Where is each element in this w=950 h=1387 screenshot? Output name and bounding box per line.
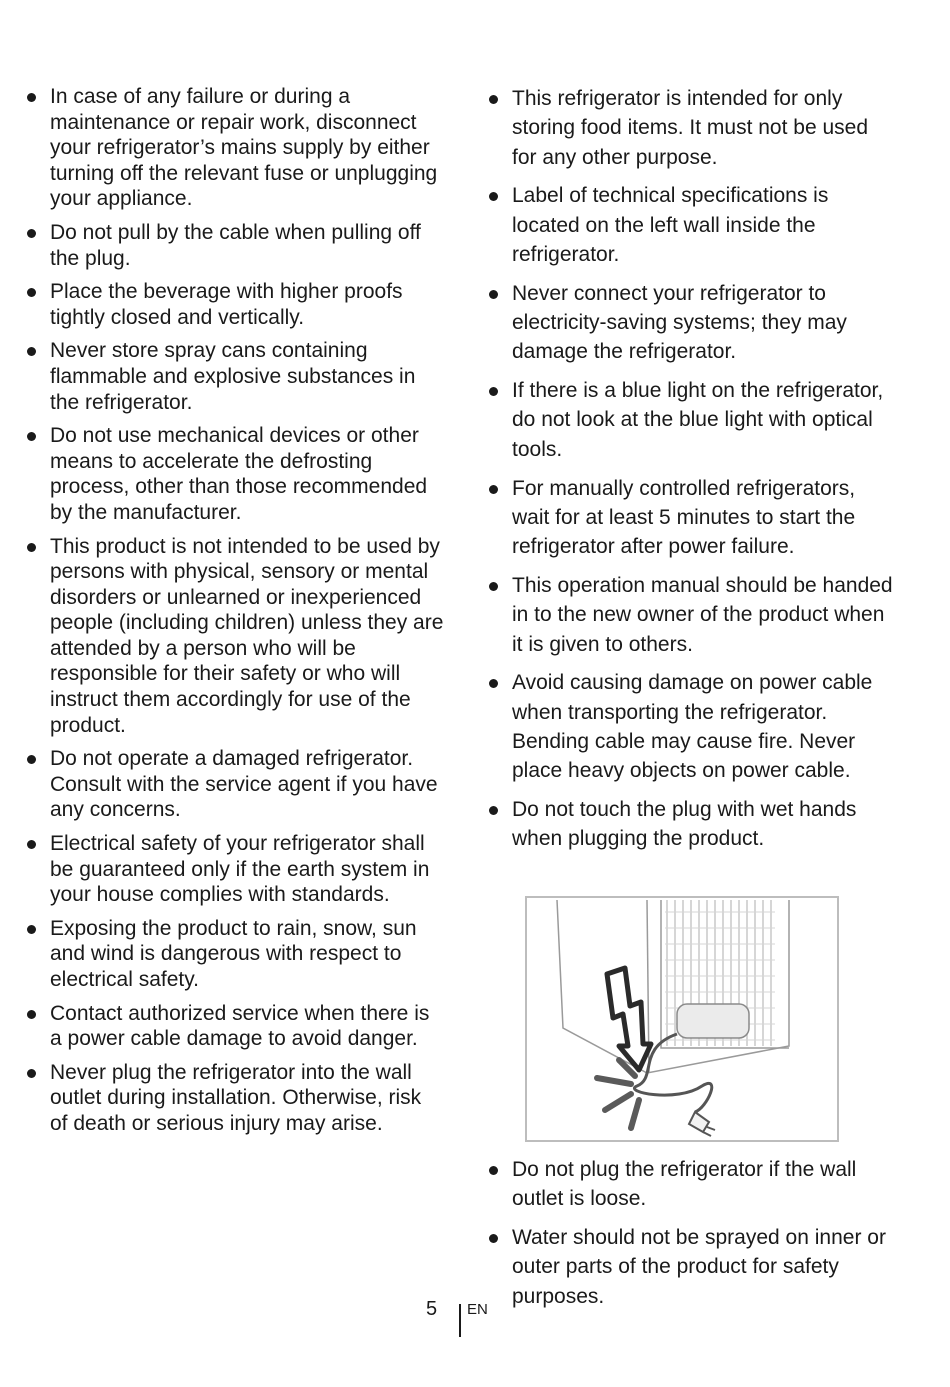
list-item (24, 1001, 444, 1052)
lightning-hazard-illustration (525, 896, 839, 1142)
list-item (24, 279, 444, 330)
list-item-text: Do not operate a damaged refrigerator. Consult with the service agent if you have any concerns. (50, 747, 438, 822)
bullet-icon (27, 840, 36, 849)
right-column (486, 84, 896, 863)
list-item (24, 534, 444, 739)
list-item (486, 1223, 896, 1311)
list-item (24, 831, 444, 908)
list-item (24, 1060, 444, 1137)
list-item (24, 916, 444, 993)
list-item (486, 795, 896, 854)
bullet-icon (489, 1166, 498, 1175)
list-item-text: In case of any failure or during a maintenance or repair work, disconnect your refrigerator’s mains supply by either turning off the relevant fuse or unplugging your appliance. (50, 85, 438, 211)
bullet-icon (27, 229, 36, 238)
list-item-text: This product is not intended to be used by persons with physical, sensory or mental disorders or unlearned or inexperienced people (including children) unless they are attended by a person who will be responsible for their safety or who will instruct them accordingly for use of the product. (50, 534, 444, 737)
list-item-text: Avoid causing damage on power cable when transporting the refrigerator. Bending cable may cause fire. Never place heavy objects on power cable. (512, 671, 873, 783)
list-item (486, 84, 896, 172)
right-lower-list-container (486, 1155, 896, 1320)
footer-divider (459, 1304, 461, 1337)
list-item-text: Never plug the refrigerator into the wall outlet during installation. Otherwise, risk of death or serious injury may arise. (50, 1060, 422, 1135)
bullet-icon (489, 192, 498, 201)
bullet-icon (27, 755, 36, 764)
bullet-icon (489, 806, 498, 815)
bullet-icon (27, 543, 36, 552)
language-label: EN (467, 1301, 488, 1318)
list-item-text: Do not pull by the cable when pulling off the plug. (50, 220, 421, 270)
list-item (486, 668, 896, 785)
list-item-text: Label of technical specifications is located on the left wall inside the refrigerator. (512, 184, 829, 266)
bullet-icon (27, 347, 36, 356)
list-item (24, 338, 444, 415)
list-item-text: If there is a blue light on the refrigerator, do not look at the blue light with optical tools. (512, 379, 884, 461)
bullet-icon (27, 925, 36, 934)
bullet-icon (489, 582, 498, 591)
list-item (24, 220, 444, 271)
list-item-text: Do not touch the plug with wet hands when plugging the product. (512, 798, 857, 851)
list-item-text: Never store spray cans containing flammable and explosive substances in the refrigerator. (50, 339, 416, 414)
list-item (486, 571, 896, 659)
list-item-text: Water should not be sprayed on inner or outer parts of the product for safety purposes. (512, 1226, 886, 1308)
list-item-text: Do not plug the refrigerator if the wall outlet is loose. (512, 1158, 857, 1211)
bullet-icon (489, 290, 498, 299)
list-item-text: Exposing the product to rain, snow, sun and wind is dangerous with respect to electrical safety. (50, 916, 417, 991)
list-item (24, 423, 444, 525)
bullet-icon (489, 485, 498, 494)
refrigerator-plug-hazard-icon (527, 898, 837, 1140)
page-number: 5 (426, 1298, 438, 1320)
bullet-icon (489, 1234, 498, 1243)
list-item-text: For manually controlled refrigerators, wait for at least 5 minutes to start the refrigerator after power failure. (512, 476, 856, 559)
bullet-icon (489, 387, 498, 396)
list-item (486, 1155, 896, 1214)
right-safety-list (486, 84, 896, 854)
left-column (24, 84, 444, 1145)
bullet-icon (489, 679, 498, 688)
list-item-text: Do not use mechanical devices or other means to accelerate the defrosting process, other than those recommended by the manufacturer. (50, 424, 428, 524)
list-item-text: Never connect your refrigerator to electricity-saving systems; they may damage the refrigerator. (512, 281, 847, 364)
list-item-text: This refrigerator is intended for only storing food items. It must not be used for any other purpose. (512, 87, 869, 169)
list-item (24, 746, 444, 823)
bullet-icon (27, 432, 36, 441)
list-item (486, 376, 896, 464)
bullet-icon (27, 1010, 36, 1019)
left-safety-list (24, 84, 444, 1137)
list-item-text: Contact authorized service when there is a power cable damage to avoid danger. (50, 1001, 430, 1051)
right-lower-safety-list (486, 1155, 896, 1311)
bullet-icon (27, 1069, 36, 1078)
list-item (24, 84, 444, 212)
list-item (486, 279, 896, 367)
list-item-text: Electrical safety of your refrigerator shall be guaranteed only if the earth system in your house complies with standards. (50, 832, 430, 907)
list-item (486, 181, 896, 269)
bullet-icon (27, 288, 36, 297)
list-item (486, 474, 896, 562)
list-item-text: This operation manual should be handed in to the new owner of the product when it is given to others. (512, 573, 893, 656)
bullet-icon (489, 95, 498, 104)
list-item-text: Place the beverage with higher proofs tightly closed and vertically. (50, 280, 403, 329)
bullet-icon (27, 93, 36, 102)
